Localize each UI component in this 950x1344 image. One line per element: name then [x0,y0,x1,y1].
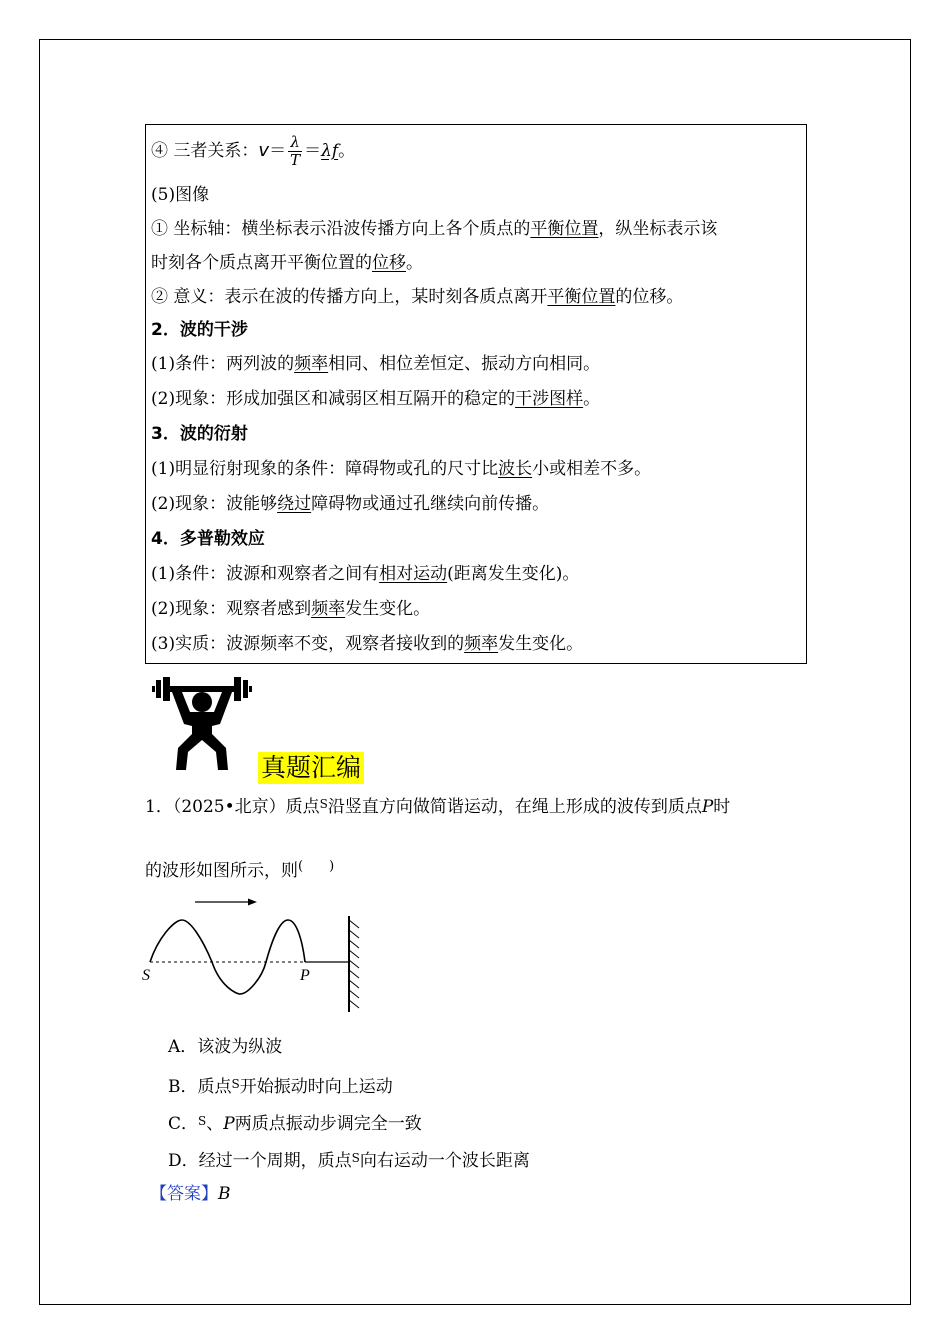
question-stem-line-2: 的波形如图所示，则( ) [145,859,335,881]
interference-phenomenon: (2)现象：形成加强区和减弱区相互隔开的稳定的干涉图样。 [151,389,601,409]
meaning-line: ② 意义：表示在波的传播方向上，某时刻各质点离开平衡位置的位移。 [151,287,684,307]
image-heading: (5)图像 [151,185,210,205]
section-banner: 真题汇编 [258,752,364,784]
doppler-essence: (3)实质：波源频率不变，观察者接收到的频率发生变化。 [151,634,584,654]
section-heading-interference: 2．波的干涉 [151,320,248,340]
wave-figure [140,892,370,1016]
wave-relation-line: ④ 三者关系：v＝ $\frac{\lambda}{T}$ ＝λf。 [151,133,356,169]
answer-value: B [218,1184,231,1204]
label-s: S [142,967,150,984]
answer-label: 【答案】 [150,1184,218,1204]
wall-hatching [349,920,359,1008]
label-p: P [300,967,310,984]
option-a: A．该波为纵波 [168,1037,283,1057]
fraction-lambda-over-t: $\frac{\lambda}{T}$ [290,133,301,169]
option-b: B．质点$^S$开始振动时向上运动 [168,1077,393,1097]
doppler-condition: (1)条件：波源和观察者之间有相对运动(距离发生变化)。 [151,564,580,584]
axis-line-2: 时刻各个质点离开平衡位置的位移。 [151,253,423,273]
section-heading-doppler: 4．多普勒效应 [151,529,265,549]
waveform-curve [150,920,305,994]
option-c: C．$^S$、P两质点振动步调完全一致 [168,1114,422,1134]
section-heading-diffraction: 3．波的衍射 [151,424,248,444]
doppler-phenomenon: (2)现象：观察者感到频率发生变化。 [151,599,431,619]
diffraction-phenomenon: (2)现象：波能够绕过障碍物或通过孔继续向前传播。 [151,494,550,514]
weightlifter-icon [150,676,254,772]
answer-line [150,1183,231,1205]
interference-condition: (1)条件：两列波的频率相同、相位差恒定、振动方向相同。 [151,354,601,374]
diffraction-condition: (1)明显衍射现象的条件：障碍物或孔的尺寸比波长小或相差不多。 [151,459,652,479]
option-d: D．经过一个周期，质点$^S$向右运动一个波长距离 [168,1151,530,1171]
question-stem-line-1: 1．（2025•北京）质点$^S$沿竖直方向做简谐运动，在绳上形成的波传到质点P时 [145,797,731,817]
axis-line-1: ① 坐标轴：横坐标表示沿波传播方向上各个质点的平衡位置，纵坐标表示该 [151,219,718,239]
